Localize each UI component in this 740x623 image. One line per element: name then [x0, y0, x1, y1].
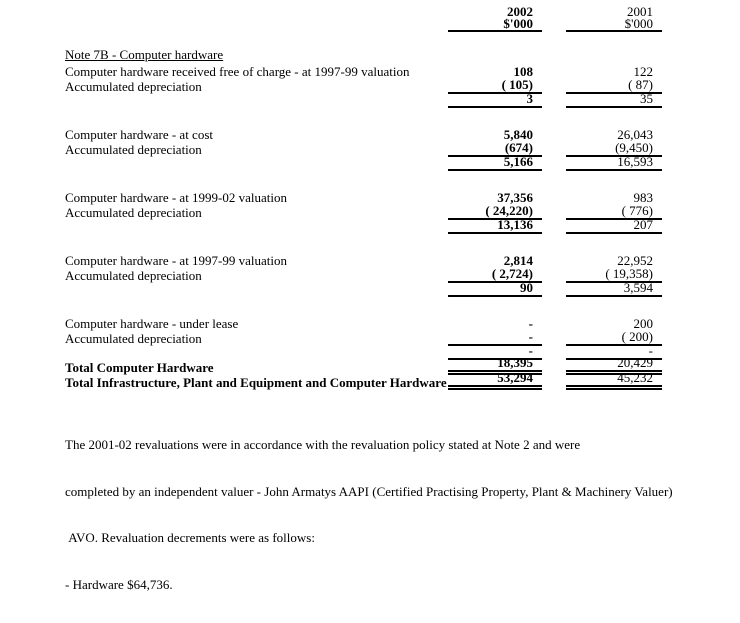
row-value-2001: 3,594 — [566, 281, 662, 297]
table-row — [0, 217, 740, 234]
footnote-line: The 2001-02 revaluations were in accordance with the revaluation policy stated at Note 2 and were — [65, 437, 581, 452]
row-label: Accumulated depreciation — [65, 268, 202, 283]
footnote-line: completed by an independent valuer - John Armatys AAPI (Certified Practising Property, Plant & Machinery Valuer) — [65, 483, 673, 499]
table-row — [0, 370, 740, 390]
row-label: Total Infrastructure, Plant and Equipment and Computer Hardware — [65, 375, 447, 390]
revaluation-footnote — [65, 406, 697, 623]
row-label: Total Computer Hardware — [65, 360, 214, 375]
row-value-2001: 207 — [566, 218, 662, 234]
row-value-2001: ( 87) — [566, 78, 662, 94]
row-label: Computer hardware received free of charge - at 1997-99 valuation — [65, 64, 410, 79]
row-value-2002: 18,395 — [448, 356, 542, 375]
row-value-2002: 2,814 — [503, 253, 533, 268]
row-value-2001: - — [566, 344, 662, 360]
row-label: Accumulated depreciation — [65, 331, 202, 346]
row-value-2001: 26,043 — [617, 127, 653, 142]
row-label: Accumulated depreciation — [65, 142, 202, 157]
table-body — [0, 46, 740, 390]
header-unit-2002: $'000 — [448, 17, 542, 32]
row-value-2002: ( 105) — [448, 78, 542, 94]
row-value-2002: 13,136 — [448, 218, 542, 234]
row-value-2002: 53,294 — [448, 371, 542, 390]
table-row — [0, 154, 740, 171]
row-label: Computer hardware - at cost — [65, 127, 214, 142]
row-value-2002: 90 — [448, 281, 542, 297]
row-value-2001: ( 200) — [566, 330, 662, 346]
header-unit-2001: $'000 — [566, 17, 662, 32]
row-value-2001: 122 — [633, 64, 653, 79]
row-label: Accumulated depreciation — [65, 205, 202, 220]
row-value-2001: 16,593 — [566, 155, 662, 171]
row-value-2001: 20,429 — [566, 356, 662, 375]
table-row — [0, 280, 740, 297]
row-value-2001: 22,952 — [617, 253, 653, 268]
table-row — [0, 46, 740, 63]
row-value-2001: ( 19,358) — [566, 267, 662, 283]
row-value-2001: 983 — [633, 190, 653, 205]
row-value-2001: 35 — [566, 92, 662, 108]
row-value-2002: - — [528, 316, 533, 331]
table-header-units — [0, 16, 740, 32]
row-value-2002: - — [448, 344, 542, 360]
footnote-line: AVO. Revaluation decrements were as follows: — [65, 530, 315, 545]
row-value-2001: 200 — [633, 316, 653, 331]
row-label: Computer hardware - at 1999-02 valuation — [65, 190, 288, 205]
row-value-2002: 5,166 — [448, 155, 542, 171]
header-year-2001: 2001 — [627, 4, 653, 19]
row-value-2002: - — [448, 330, 542, 346]
row-label: Accumulated depreciation — [65, 79, 202, 94]
hardware-table — [0, 4, 740, 390]
table-row — [0, 91, 740, 108]
row-value-2002: 5,840 — [503, 127, 533, 142]
row-value-2001: (9,450) — [566, 141, 662, 157]
row-label: Computer hardware - under lease — [65, 316, 239, 331]
row-value-2001: 45,232 — [566, 371, 662, 390]
row-value-2002: ( 24,220) — [448, 204, 542, 220]
row-value-2002: 37,356 — [497, 190, 533, 205]
header-year-2002: 2002 — [507, 4, 533, 19]
row-value-2002: (674) — [448, 141, 542, 157]
row-value-2002: 3 — [448, 92, 542, 108]
row-label: Computer hardware - at 1997-99 valuation — [65, 253, 288, 268]
footnote-line: - Hardware $64,736. — [65, 576, 173, 592]
row-value-2002: 108 — [513, 64, 533, 79]
row-value-2002: ( 2,724) — [448, 267, 542, 283]
row-label: Note 7B - Computer hardware — [65, 47, 224, 62]
row-value-2001: ( 776) — [566, 204, 662, 220]
